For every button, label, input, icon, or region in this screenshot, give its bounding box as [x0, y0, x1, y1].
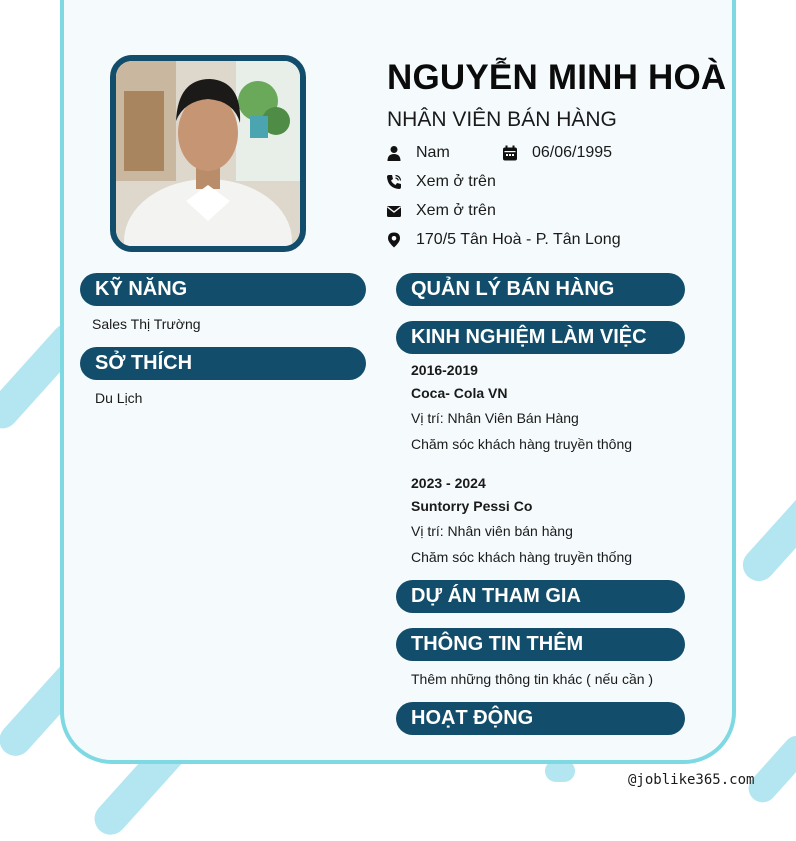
profile-photo	[110, 55, 306, 252]
user-icon	[386, 145, 402, 161]
job-period: 2016-2019	[411, 362, 478, 378]
address-row	[386, 229, 621, 251]
email-value: Xem ở trên	[416, 202, 496, 219]
skill-item: Sales Thị Trường	[92, 316, 201, 332]
envelope-icon	[386, 203, 402, 219]
job-company: Coca- Cola VN	[411, 385, 508, 401]
birthday-value: 06/06/1995	[532, 144, 613, 161]
phone-value: Xem ở trên	[416, 173, 496, 190]
decor-stripe	[743, 730, 796, 808]
phone-icon	[386, 174, 402, 190]
activities-heading: HOẠT ĐỘNG	[396, 702, 685, 735]
job-description: Chăm sóc khách hàng truyền thống	[411, 549, 633, 565]
address-value: 170/5 Tân Hoà - P. Tân Long	[416, 231, 621, 248]
candidate-name: NGUYỄN MINH HOÀ	[387, 58, 727, 97]
watermark-handle: @joblike365.com	[628, 772, 755, 788]
projects-heading: DỰ ÁN THAM GIA	[396, 580, 685, 613]
phone-row	[386, 171, 496, 193]
job-description: Chăm sóc khách hàng truyền thông	[411, 436, 633, 452]
gender-value: Nam	[416, 144, 450, 161]
extra-info-text: Thêm những thông tin khác ( nếu cần )	[411, 671, 654, 687]
job-position: Vị trí: Nhân Viên Bán Hàng	[411, 410, 579, 426]
calendar-icon	[502, 145, 518, 161]
hobby-item: Du Lịch	[95, 390, 143, 406]
birthday-row	[502, 142, 612, 164]
extra-info-heading: THÔNG TIN THÊM	[396, 628, 685, 661]
hobbies-heading: SỞ THÍCH	[80, 347, 366, 380]
location-pin-icon	[386, 232, 402, 248]
job-period: 2023 - 2024	[411, 475, 486, 491]
job-company: Suntorry Pessi Co	[411, 498, 533, 514]
email-row	[386, 200, 496, 222]
decor-stripe	[736, 484, 796, 587]
job-title: NHÂN VIÊN BÁN HÀNG	[387, 108, 617, 131]
job-position: Vị trí: Nhân viên bán hàng	[411, 523, 573, 539]
skills-heading: KỸ NĂNG	[80, 273, 366, 306]
gender-row	[386, 142, 450, 164]
objective-heading: QUẢN LÝ BÁN HÀNG	[396, 273, 685, 306]
experience-heading: KINH NGHIỆM LÀM VIỆC	[396, 321, 685, 354]
